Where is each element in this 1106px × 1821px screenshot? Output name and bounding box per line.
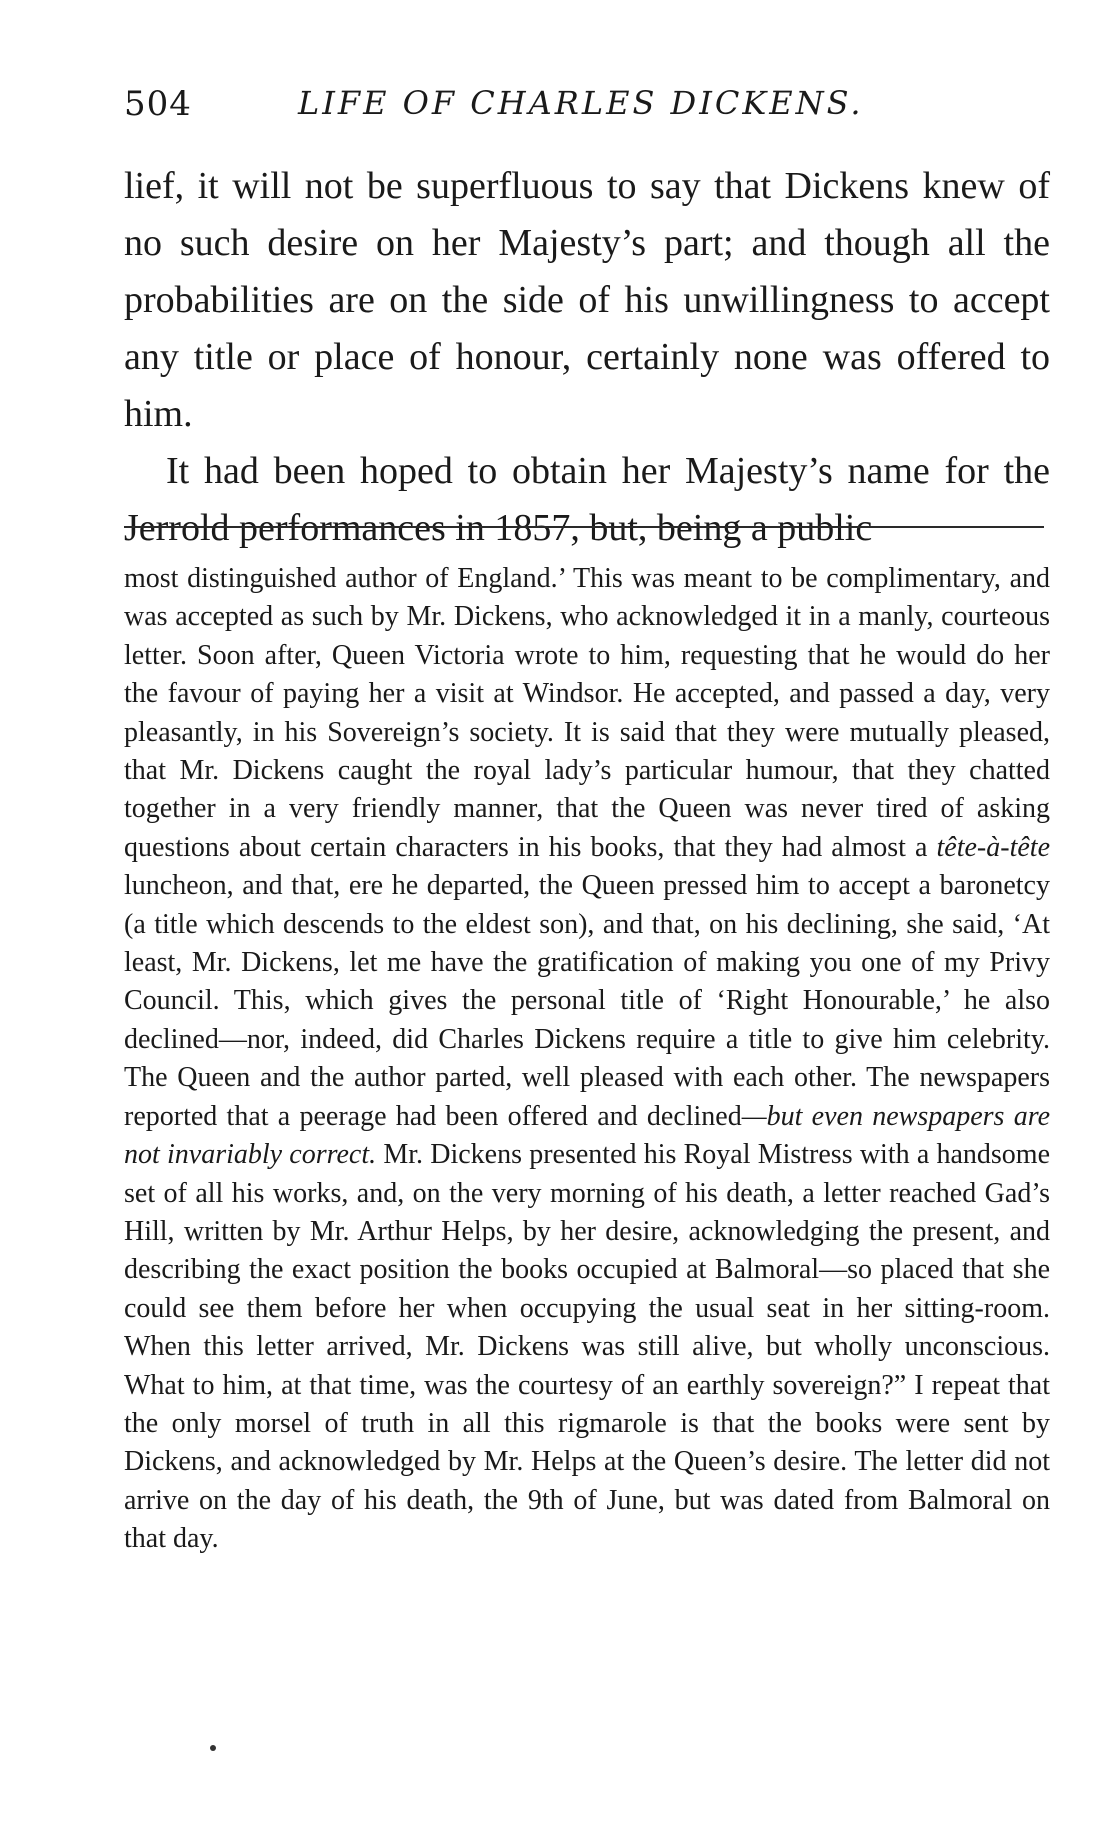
- paragraph-continuation: lief, it will not be superfluous to say that Dickens knew of no such desire on her Majesty’s part; and though all the probabilities are on the side of his unwillingness to accept any title or place of honour, certainly none was offered to him.: [124, 165, 1050, 435]
- print-speck: [210, 1745, 216, 1751]
- paragraph: It had been hoped to obtain her Majesty’s name for the Jerrold performances in 1857, but, being a public: [124, 450, 1050, 549]
- main-text: [124, 158, 1050, 557]
- footnote-italic-clause: —but even newspapers are not invariably correct.: [124, 1100, 1050, 1171]
- page-number: 504: [124, 84, 192, 124]
- footnote: [124, 560, 1050, 1559]
- footnote-text: most distinguished author of England.’ This was meant to be complimentary, and was accepted as such by Mr. Dickens, who acknowledged it in a manly, courteous letter. Soon after, Queen Victoria wrote to him, requesting that he would do her the favour of paying her a visit at Windsor. He accepted, and passed a day, very pleasantly, in his Sovereign’s society. It is said that they were mutually pleased, that Mr. Dickens caught the royal lady’s particular humour, that they chatted together in a very friendly manner, that the Queen was never tired of asking questions about certain characters in his books, that they had almost a: [124, 563, 1050, 863]
- footnote-italic-phrase: tête-à-tête: [936, 831, 1050, 863]
- running-head: [124, 84, 1044, 144]
- footnote-text: luncheon, and that, ere he departed, the Queen pressed him to accept a baronetcy (a title which descends to the eldest son), and that, on his declining, she said, ‘At least, Mr. Dickens, let me have the gratification of making you one of my Privy Council. This, which gives the personal title of ‘Right Honourable,’ he also declined—nor, indeed, did Charles Dickens require a title to give him celebrity. The Queen and the author parted, well pleased with each other. The newspapers reported that a peerage had been offered and declined: [124, 870, 1050, 1132]
- footnote-divider: [124, 526, 1044, 528]
- running-title: LIFE OF CHARLES DICKENS.: [298, 84, 864, 122]
- footnote-text: Mr. Dickens presented his Royal Mistress with a handsome set of all his works, and, on the very morning of his death, a letter reached Gad’s Hill, written by Mr. Arthur Helps, by her desire, acknowledging the present, and describing the exact position the books occupied at Balmoral—so placed that she could see them before her when occupying the usual seat in her sitting-room. When this letter arrived, Mr. Dickens was still alive, but wholly unconscious. What to him, at that time, was the courtesy of an earthly sovereign?” I repeat that the only morsel of truth in all this rigmarole is that the books were sent by Dickens, and acknowledged by Mr. Helps at the Queen’s desire. The letter did not arrive on the day of his death, the 9th of June, but was dated from Balmoral on that day.: [124, 1139, 1050, 1555]
